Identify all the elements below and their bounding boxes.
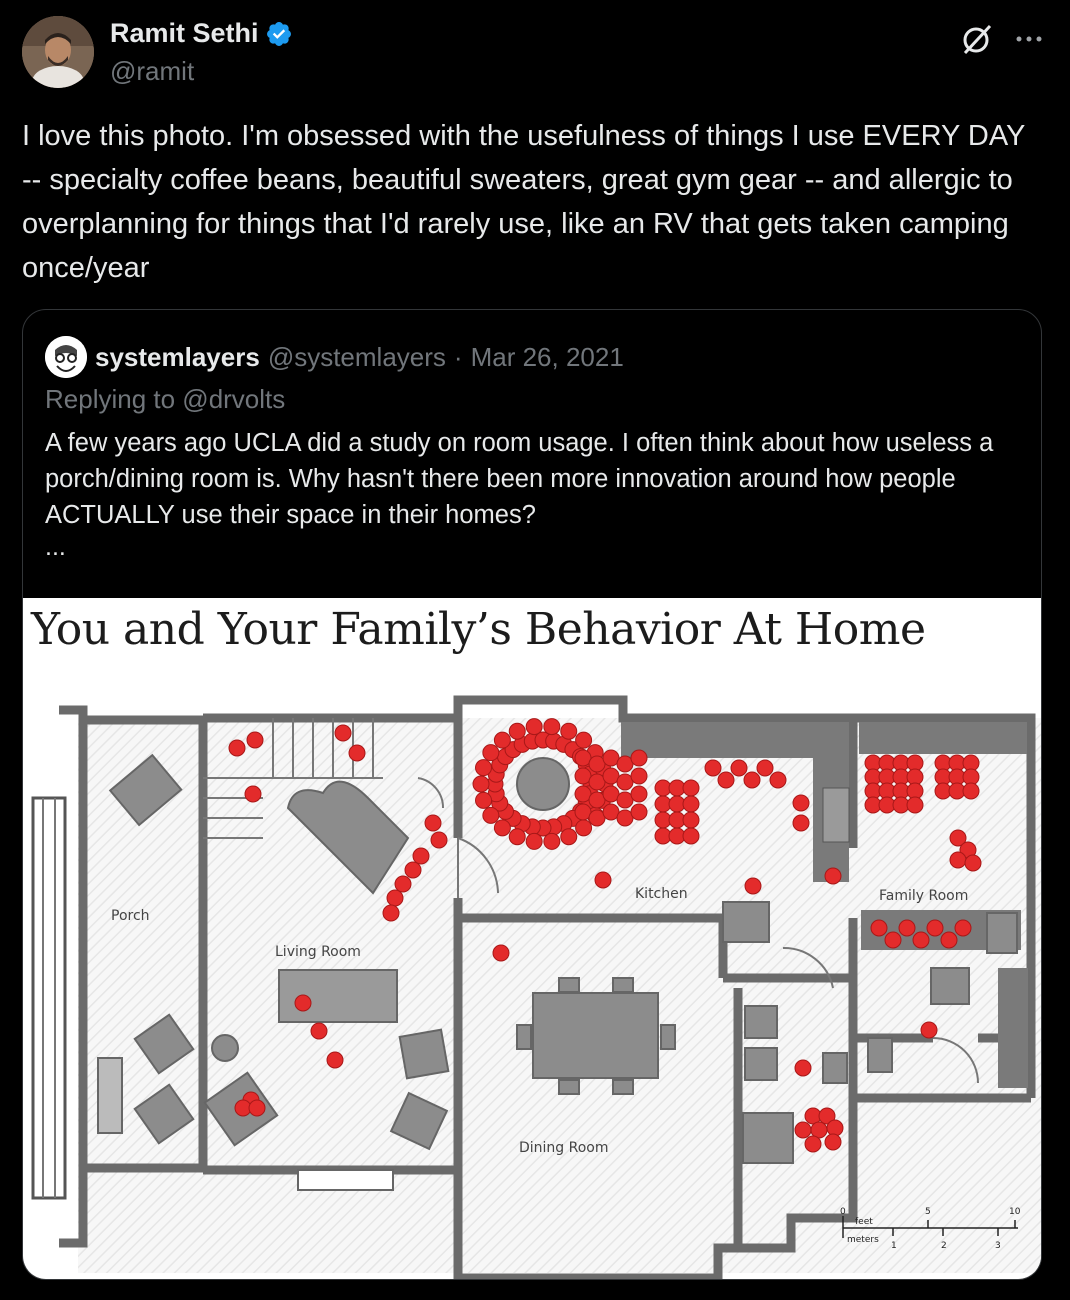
activity-dot [950, 852, 966, 868]
activity-dot [941, 932, 957, 948]
activity-dot [483, 745, 499, 761]
activity-dot [955, 920, 971, 936]
room-label-living: Living Room [275, 944, 361, 960]
activity-dot [245, 786, 261, 802]
activity-dot [576, 732, 592, 748]
more-icon[interactable] [1016, 35, 1042, 43]
author-display-name[interactable]: Ramit Sethi [110, 18, 259, 48]
activity-dot [745, 878, 761, 894]
scale-tick-5: 5 [925, 1207, 931, 1217]
scale-feet-label: feet [855, 1217, 873, 1227]
floor-plan [23, 688, 1042, 1280]
room-label-kitchen: Kitchen [635, 886, 688, 902]
activity-dot [795, 1060, 811, 1076]
scale-tick-m3: 3 [995, 1241, 1001, 1251]
activity-dot [757, 760, 773, 776]
activity-dot [885, 932, 901, 948]
activity-dot [387, 890, 403, 906]
activity-dot [576, 820, 592, 836]
author-avatar[interactable] [22, 16, 94, 88]
activity-dot [493, 945, 509, 961]
activity-dot [311, 1023, 327, 1039]
activity-dot [825, 868, 841, 884]
quoted-separator: · [453, 341, 463, 372]
activity-dot [631, 750, 647, 766]
quoted-image[interactable] [23, 598, 1042, 1280]
quoted-text: A few years ago UCLA did a study on room usage. I often think about how useless a porch/dining room is. Why hasn't there been more innovation around how people ACTUALLY use their space in their homes? [45, 429, 994, 529]
scale-tick-10: 10 [1009, 1207, 1021, 1217]
activity-dot [561, 829, 577, 845]
activity-dot [295, 995, 311, 1011]
activity-dot [229, 740, 245, 756]
activity-dot [683, 780, 699, 796]
activity-dot [544, 833, 560, 849]
activity-dot [631, 786, 647, 802]
activity-dot [544, 719, 560, 735]
activity-dot [795, 1122, 811, 1138]
room-label-dining: Dining Room [519, 1140, 609, 1156]
activity-dot [249, 1100, 265, 1116]
activity-dot [683, 796, 699, 812]
activity-dot [526, 719, 542, 735]
activity-dot [770, 772, 786, 788]
activity-dot [483, 807, 499, 823]
activity-dot [509, 723, 525, 739]
activity-dot [476, 760, 492, 776]
activity-dot [718, 772, 734, 788]
activity-dot [793, 795, 809, 811]
activity-dot [631, 804, 647, 820]
activity-dot [913, 932, 929, 948]
verified-badge-icon [265, 20, 293, 48]
author-handle[interactable]: @ramit [110, 56, 195, 86]
room-label-family: Family Room [879, 888, 969, 904]
quoted-more: ... [45, 533, 66, 561]
activity-dot [871, 920, 887, 936]
activity-dot [683, 828, 699, 844]
scale-tick-m1: 1 [891, 1241, 897, 1251]
quoted-display-name[interactable]: systemlayers [95, 341, 260, 372]
quoted-handle[interactable]: @systemlayers [267, 341, 446, 372]
grok-icon[interactable] [960, 22, 994, 56]
activity-dot [825, 1134, 841, 1150]
quoted-replying-to[interactable]: Replying to @drvolts [45, 384, 286, 414]
scale-tick-0: 0 [840, 1207, 846, 1217]
room-label-porch: Porch [111, 908, 150, 924]
activity-dot [431, 832, 447, 848]
activity-dot [705, 760, 721, 776]
activity-dot [631, 768, 647, 784]
activity-dot [731, 760, 747, 776]
activity-dot [927, 920, 943, 936]
activity-dot [595, 872, 611, 888]
activity-dot [405, 862, 421, 878]
quoted-avatar[interactable] [45, 336, 87, 378]
activity-dot [827, 1120, 843, 1136]
tweet-text: I love this photo. I'm obsessed with the usefulness of things I use EVERY DAY -- specialty coffee beans, beautiful sweaters, great gym gear -- and allergic to overplanning for things that I'd rarely use, like an RV that gets taken camping once/year [22, 120, 1025, 284]
activity-dot [349, 745, 365, 761]
activity-dot [247, 732, 263, 748]
activity-dot [476, 792, 492, 808]
activity-dot [793, 815, 809, 831]
activity-dot [805, 1136, 821, 1152]
activity-dot [561, 723, 577, 739]
activity-dot [395, 876, 411, 892]
activity-dot [473, 776, 489, 792]
activity-dot [921, 1022, 937, 1038]
activity-dot [509, 829, 525, 845]
activity-dot [425, 815, 441, 831]
activity-dot [413, 848, 429, 864]
activity-dot [683, 812, 699, 828]
activity-dot [899, 920, 915, 936]
activity-dot [963, 783, 979, 799]
scale-meters-label: meters [847, 1235, 879, 1245]
activity-dot [494, 732, 510, 748]
scale-tick-m2: 2 [941, 1241, 947, 1251]
activity-dot [965, 855, 981, 871]
activity-dot [494, 820, 510, 836]
activity-dot [335, 725, 351, 741]
quoted-tweet-card[interactable] [22, 309, 1042, 1280]
activity-dot [907, 797, 923, 813]
quoted-date[interactable]: Mar 26, 2021 [470, 341, 624, 372]
activity-dot [744, 772, 760, 788]
image-title: You and Your Family’s Behavior At Home [31, 604, 926, 655]
activity-dot [327, 1052, 343, 1068]
activity-dot [383, 905, 399, 921]
activity-dot [526, 833, 542, 849]
